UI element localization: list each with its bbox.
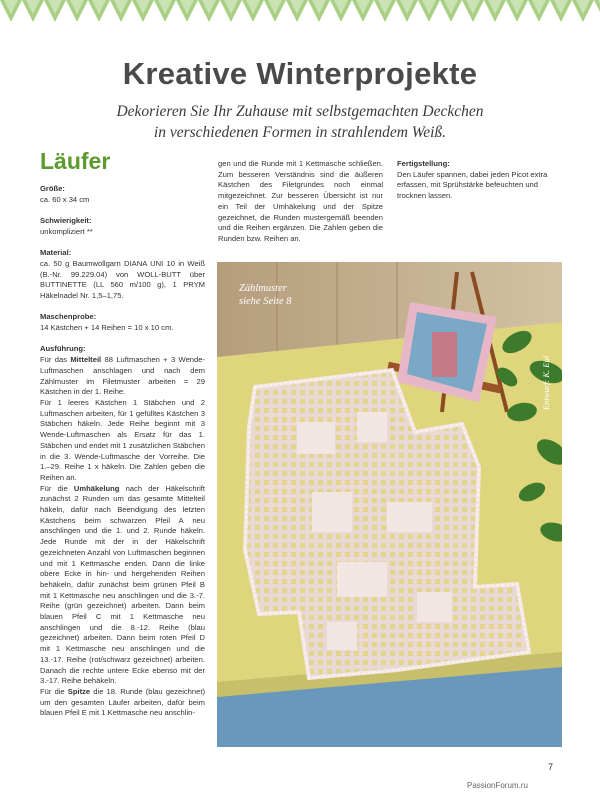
execution-label: Ausführung: (40, 344, 86, 354)
paragraph-continued: gen und die Runde mit 1 Kettmasche schließen. Zum besseren Verständnis sind die äußeren Kästchen des Filetgrundes noch einmal mitgezeichnet. Zur besseren Übersicht ist nur ein Teil der Umhäkelung und der Spitze gezeichnet, die Runden mustergemäß beenden und die Reihen ergänzen. Die Zahlen geben die Runden bzw. Reihen an. (218, 159, 383, 243)
material-value: ca. 50 g Baumwollgarn DIANA UNI 10 in Weiß (B.-Nr. 99.229.04) von WOLL-BUTT über BUTTINETTE (LL 560 m/100 g), 1 PRYM Häkelnadel Nr. 1,5–1,75. (40, 258, 205, 300)
material-label: Material: (40, 248, 72, 258)
paragraph-lace: Für die Spitze die 18. Runde (blau gezeichnet) um den gesamten Läufer arbeiten, dafür beim blauen Pfeil E mit 1 Kettmasche neu anschlin- (40, 686, 205, 718)
difficulty-value: unkompliziert ** (40, 226, 93, 236)
instructions-column-3 (397, 159, 562, 202)
size-label: Größe: (40, 184, 65, 193)
instructions-column-1 (40, 184, 205, 719)
page-number: 7 (548, 762, 554, 772)
top-decorative-border (0, 0, 600, 26)
subtitle-line-1: Dekorieren Sie Ihr Zuhause mit selbstgemachten Deckchen (116, 103, 484, 120)
photo-caption-line-2: siehe Seite 8 (239, 295, 292, 307)
finish-value: Den Läufer spannen, dabei jeden Picot extra erfassen, mit Sprühstärke befeuchten und trocknen lassen. (397, 169, 548, 201)
gauge-label: Maschenprobe: (40, 312, 97, 322)
subtitle-line-2: in verschiedenen Formen in strahlendem Weiß. (153, 124, 447, 141)
watermark: PassionForum.ru (467, 781, 528, 790)
page-subtitle (40, 101, 560, 143)
doily-photo (217, 262, 562, 747)
paragraph-center-part: Für das Mittelteil 88 Luftmaschen + 3 Wende-Luftmaschen anschlagen und nach dem Zählmuster im Filetmuster arbeiten = 29 Kästchen in der 1. Reihe. (40, 355, 205, 397)
doily-photo-illustration (217, 262, 562, 747)
section-title: Läufer (40, 148, 111, 174)
paragraph-squares: Für 1 leeres Kästchen 1 Stäbchen und 2 Luftmaschen arbeiten, für 1 gefülltes Kästchen 3 Stäbchen häkeln. Jede Reihe beginnt mit 3 Wende-Luftmaschen als Ersatz für das 1. Stäbchen und endet mit 1 zusätzlichen Stäbchen in die 3. Wende-Luftmasche der Vorreihe. Die 1.–29. Reihe 1 x häkeln. Die Zahlen geben die Reihen an. (40, 398, 205, 482)
size-value: ca. 60 x 34 cm (40, 194, 90, 204)
instructions-column-2 (218, 159, 383, 245)
design-credit: Entwurf: K. Eul (541, 355, 551, 410)
photo-caption-line-1: Zählmuster (239, 283, 287, 294)
paragraph-edging: Für die Umhäkelung nach der Häkelschrift zunächst 2 Runden um das gesamte Mittelteil häkeln, dafür nach Beendigung des letzten Kästchens beim schwarzen Pfeil A neu anschlingen und die 1. und 2. Runde häkeln. Jede Runde mit der in der Häkelschrift gezeichneten Anzahl von Luftmaschen beginnen und mit 1 Kettmasche enden. Dann die linke obere Ecke in hin- und hergehenden Reihen behäkeln, dafür zunächst beim grünen Pfeil B mit 1 Kettmasche neu anschlingen und die 3.-7. Reihe (grün gezeichnet) arbeiten. Dann beim blauen Pfeil C mit 1 Kettmasche neu anschlingen und die 8.-12. Reihe (blau gezeichnet) arbeiten. Dann beim roten Pfeil D mit 1 Kettmasche neu anschlingen und die 13.-17. Reihe (rot/schwarz gezeichnet) arbeiten. Danach die rechte untere Ecke ebenso mit der 3.-17. Reihe behäkeln. (40, 483, 205, 686)
gauge-value: 14 Kästchen + 14 Reihen = 10 x 10 cm. (40, 323, 174, 333)
finish-label: Fertigstellung: (397, 159, 450, 168)
page-title: Kreative Winterprojekte (122, 56, 478, 91)
photo-caption (239, 283, 291, 308)
difficulty-label: Schwierigkeit: (40, 216, 92, 226)
